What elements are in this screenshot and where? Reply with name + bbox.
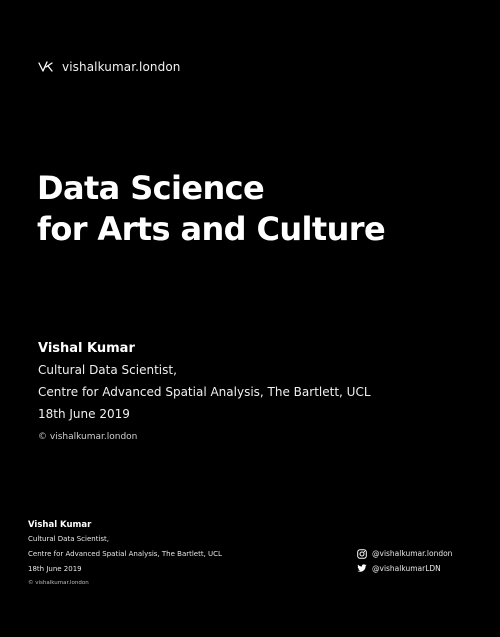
- footer-author-date: 18th June 2019: [28, 565, 82, 573]
- author-affiliation: Centre for Advanced Spatial Analysis, The Bartlett, UCL: [38, 385, 371, 399]
- footer-author-affiliation: Centre for Advanced Spatial Analysis, The Bartlett, UCL: [28, 550, 222, 558]
- brand-site-name: vishalkumar.london: [62, 60, 181, 74]
- footer-copyright: © vishalkumar.london: [28, 580, 89, 586]
- footer-author-block: [28, 519, 222, 586]
- social-instagram[interactable]: [357, 546, 452, 561]
- social-twitter[interactable]: [357, 561, 452, 576]
- footer-author-role: Cultural Data Scientist,: [28, 535, 110, 543]
- brand-header: [38, 60, 181, 74]
- twitter-icon: [357, 564, 367, 573]
- instagram-icon: [357, 549, 367, 559]
- copyright-notice: © vishalkumar.london: [38, 432, 138, 442]
- footer-author-name: Vishal Kumar: [28, 520, 92, 530]
- vk-monogram-icon: [38, 61, 54, 73]
- title-line-2: for Arts and Culture: [37, 210, 386, 248]
- twitter-handle: @vishalkumarLDN: [372, 564, 441, 573]
- author-date: 18th June 2019: [38, 407, 130, 421]
- author-name: Vishal Kumar: [38, 341, 135, 356]
- instagram-handle: @vishalkumar.london: [372, 549, 453, 558]
- author-role: Cultural Data Scientist,: [38, 363, 177, 377]
- title-line-1: Data Science: [37, 169, 265, 207]
- social-links: [357, 546, 452, 576]
- page-title: [37, 168, 385, 250]
- author-block: [38, 339, 371, 425]
